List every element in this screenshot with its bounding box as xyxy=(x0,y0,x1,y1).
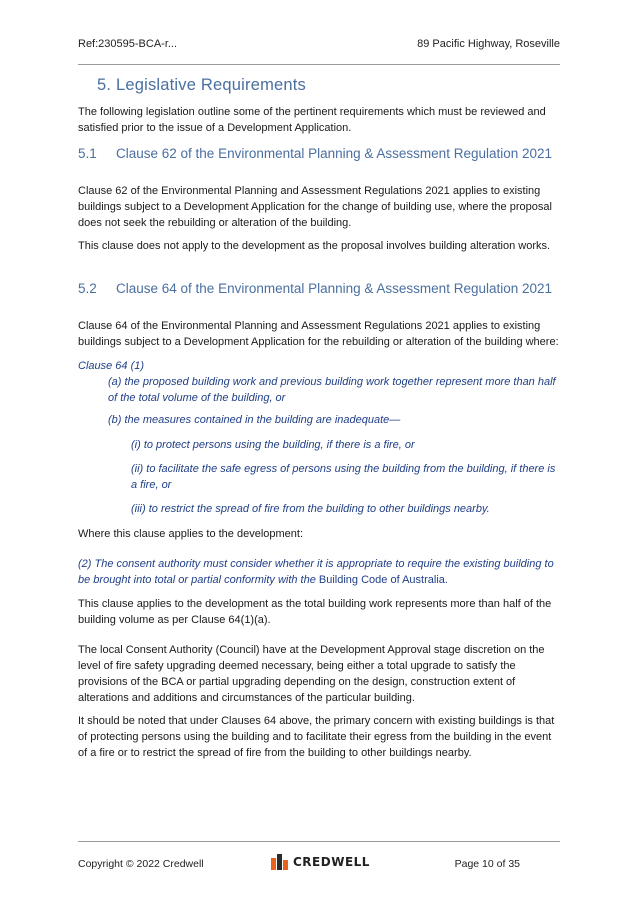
clause62-paragraph: Clause 62 of the Environmental Planning and Assessment Regulations 2021 applies to existing buildings subject to a Development Application for the change of building use, where the proposal does not seek the rebuilding or alteration of the building. xyxy=(78,185,552,229)
credwell-logo xyxy=(271,854,370,870)
subsection-title: Clause 62 of the Environmental Planning & Assessment Regulation 2021 xyxy=(116,146,553,161)
clause64-paragraph: Clause 64 of the Environmental Planning and Assessment Regulations 2021 applies to existing buildings subject to a Development Application for the rebuilding or alteration of the building where: xyxy=(78,320,559,348)
noted-paragraph: It should be noted that under Clauses 64 above, the primary concern with existing buildings is that of protecting persons using the building and to facilitate their egress from the building in the event of a fire or to restrict the spread of fire from the building to other buildings nearby. xyxy=(78,715,555,759)
section-intro: The following legislation outline some of the pertinent requirements which must be reviewed and satisfied prior to the issue of a Development Application. xyxy=(78,106,546,134)
council-paragraph: The local Consent Authority (Council) have at the Development Approval stage discretion on the level of fire safety upgrading deemed necessary, being either a total upgrade to satisfy the provisions of the BCA or partial upgrading depending on the design, construction extent of alterations and additions and circumstances of the particular building. xyxy=(78,644,545,704)
clause-item-ii: (ii) to facilitate the safe egress of persons using the building from the building, if there is a fire, or xyxy=(131,463,556,491)
clause-label: Clause 64 (1) xyxy=(78,360,145,372)
header-ref: Ref:230595-BCA-r... xyxy=(78,38,178,50)
clause62-not-apply: This clause does not apply to the development as the proposal involves building alteration works. xyxy=(78,240,551,252)
clause-item-a: (a) the proposed building work and previous building work together represent more than half of the total volume of the building, or xyxy=(108,376,556,404)
credwell-logo-icon xyxy=(271,854,289,870)
footer-copyright: Copyright © 2022 Credwell xyxy=(78,858,204,870)
subsection-number: 5.1 xyxy=(78,146,97,161)
logo-wordmark: CREDWELL xyxy=(293,855,370,869)
section-title: 5. Legislative Requirements xyxy=(97,76,307,94)
footer-rule xyxy=(78,841,560,842)
where-applies: Where this clause applies to the development: xyxy=(78,528,304,540)
header-address: 89 Pacific Highway, Roseville xyxy=(417,38,560,50)
clause-2-quote xyxy=(78,556,563,588)
clause-item-i: (i) to protect persons using the building, if there is a fire, or xyxy=(131,439,415,451)
subsection-heading-5-2 xyxy=(78,281,552,296)
clause-item-iii: (iii) to restrict the spread of fire from the building to other buildings nearby. xyxy=(131,503,490,515)
subsection-number: 5.2 xyxy=(78,281,97,296)
bca-reference: Building Code of Australia. xyxy=(318,574,448,586)
footer-page-number: Page 10 of 35 xyxy=(454,858,520,870)
clause-item-b: (b) the measures contained in the building are inadequate— xyxy=(108,414,401,426)
subsection-title: Clause 64 of the Environmental Planning & Assessment Regulation 2021 xyxy=(116,281,553,296)
clause-2-text: (2) The consent authority must consider whether it is appropriate to require the existing building to be brought into total or partial conformity with the xyxy=(78,558,554,586)
clause-applies-paragraph: This clause applies to the development as the total building work represents more than half of the building volume as per Clause 64(1)(a). xyxy=(78,598,552,626)
subsection-heading-5-1 xyxy=(78,146,552,161)
header-rule xyxy=(78,64,560,65)
